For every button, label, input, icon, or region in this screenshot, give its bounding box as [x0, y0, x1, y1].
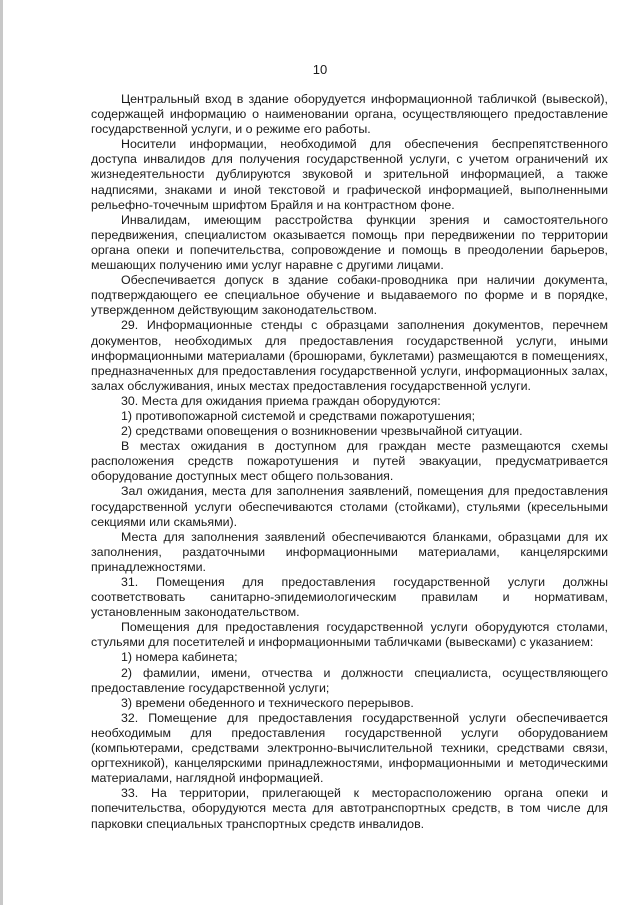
page-number: 10: [312, 62, 328, 77]
document-body: [91, 92, 608, 832]
paragraph: 33. На территории, прилегающей к месторасположению органа опеки и попечительства, оборудуются места для автотранспортных средств, в том числе для парковки специальных транспортных средств инвалидов.: [91, 786, 608, 831]
list-item: 2) средствами оповещения о возникновении чрезвычайной ситуации.: [121, 424, 523, 439]
paragraph: В местах ожидания в доступном для граждан месте размещаются схемы расположения средств пожаротушения и путей эвакуации, предусматривается оборудование доступных мест общего пользования.: [91, 439, 608, 484]
list-item: 1) противопожарной системой и средствами пожаротушения;: [121, 408, 476, 423]
paragraph: 31. Помещения для предоставления государственной услуги должны соответствовать санитарно-эпидемиологическим правилам и нормативам, установленным законодательством.: [91, 575, 608, 620]
paragraph: Места для заполнения заявлений обеспечиваются бланками, образцами для их заполнения, раздаточными информационными материалами, канцелярскими принадлежностями.: [91, 529, 608, 574]
list-item: 2) фамилии, имени, отчества и должности специалиста, осуществляющего предоставление государственной услуги;: [91, 665, 608, 695]
scan-edge-mark: [0, 0, 3, 905]
list-item: 1) номера кабинета;: [121, 650, 238, 665]
paragraph: Зал ожидания, места для заполнения заявлений, помещения для предоставления государственной услуги обеспечиваются столами (стойками), стульями (кресельными секциями или скамьями).: [91, 484, 608, 529]
paragraph: 30. Места для ожидания приема граждан оборудуются:: [121, 393, 441, 408]
paragraph: Носители информации, необходимой для обеспечения беспрепятственного доступа инвалидов для получения государственной услуги, с учетом ограничений их жизнедеятельности дублируются звуковой и зрительной информацией, а также надписями, знаками и иной текстовой и графической информацией, выполненными рельефно-точечным шрифтом Брайля и на контрастном фоне.: [91, 137, 608, 212]
paragraph: 32. Помещение для предоставления государственной услуги обеспечивается необходимым для предоставления государственной услуги оборудованием (компьютерами, средствами электронно-вычислительной техники, средствами связи, оргтехникой), канцелярскими принадлежностями, информационными и методическими материалами, наглядной информацией.: [91, 710, 608, 786]
list-item: 3) времени обеденного и технического перерывов.: [121, 695, 414, 710]
paragraph: Инвалидам, имеющим расстройства функции зрения и самостоятельного передвижения, специалистом оказывается помощь при передвижении по территории органа опеки и попечительства, сопровождение и помощь в преодолении барьеров, мешающих получению ими услуг наравне с другими лицами.: [91, 212, 608, 273]
paragraph: Центральный вход в здание оборудуется информационной табличкой (вывеской), содержащей информацию о наименовании органа, осуществляющего предоставление государственной услуги, и о режиме его работы.: [91, 92, 608, 137]
paragraph: 29. Информационные стенды с образцами заполнения документов, перечнем документов, необходимых для предоставления государственной услуги, иными информационными материалами (брошюрами, буклетами) размещаются в помещениях, предназначенных для предоставления государственной услуги, информационных залах, залах обслуживания, иных местах предоставления государственной услуги.: [91, 318, 608, 393]
paragraph: Обеспечивается допуск в здание собаки-проводника при наличии документа, подтверждающего ее специальное обучение и выдаваемого по форме и в порядке, утвержденном действующим законодательством.: [91, 273, 608, 318]
paragraph: Помещения для предоставления государственной услуги оборудуются столами, стульями для посетителей и информационными табличками (вывесками) с указанием:: [91, 620, 608, 650]
